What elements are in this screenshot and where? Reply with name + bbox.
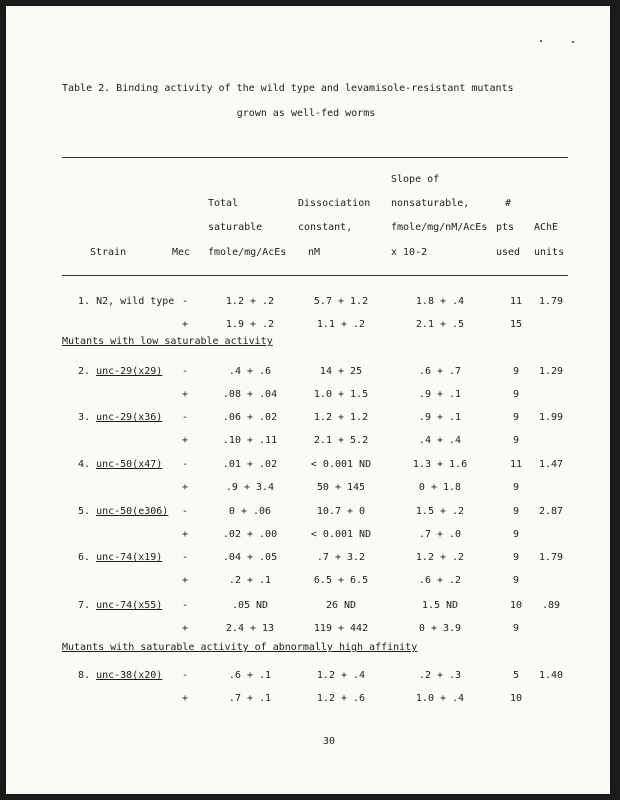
cell-total-saturable: 1.9 + .2 xyxy=(225,319,275,330)
cell-total-saturable: 1.2 + .2 xyxy=(225,296,275,307)
cell-total-saturable: .9 + 3.4 xyxy=(225,482,275,493)
table-subtitle: grown as well-fed worms xyxy=(236,108,376,119)
cell-slope: .6 + .7 xyxy=(418,366,462,377)
strain-name: unc-74(x55) xyxy=(96,600,163,611)
cell-slope: .9 + .1 xyxy=(418,389,462,400)
cell-dissociation: 1.2 + .4 xyxy=(316,670,366,681)
cell-strain: 8. unc-38(x20) xyxy=(78,670,163,681)
top-rule xyxy=(62,157,568,158)
cell-slope: 2.1 + .5 xyxy=(415,319,465,330)
cell-ache: 2.87 xyxy=(538,506,564,517)
cell-pts-used: 9 xyxy=(512,552,520,563)
cell-pts-used: 5 xyxy=(512,670,520,681)
cell-pts-used: 11 xyxy=(509,296,523,307)
header-slope-4: x 10-2 xyxy=(391,247,428,258)
cell-mec: + xyxy=(182,529,189,540)
cell-total-saturable: .2 + .1 xyxy=(228,575,272,586)
document-page xyxy=(6,6,610,794)
cell-pts-used: 9 xyxy=(512,435,520,446)
cell-slope: 1.0 + .4 xyxy=(415,693,465,704)
cell-dissociation: 10.7 + 0 xyxy=(316,506,366,517)
cell-slope: .7 + .0 xyxy=(418,529,462,540)
cell-strain: 4. unc-50(x47) xyxy=(78,459,163,470)
cell-total-saturable: .6 + .1 xyxy=(228,670,272,681)
cell-slope: .2 + .3 xyxy=(418,670,462,681)
strain-name: unc-50(e306) xyxy=(96,506,169,517)
cell-slope: 0 + 3.9 xyxy=(418,623,462,634)
cell-dissociation: 1.0 + 1.5 xyxy=(313,389,369,400)
cell-pts-used: 9 xyxy=(512,366,520,377)
cell-mec: + xyxy=(182,319,189,330)
header-dissoc-1: Dissociation xyxy=(298,198,371,209)
cell-slope: 1.5 ND xyxy=(421,600,459,611)
cell-ache: 1.40 xyxy=(538,670,564,681)
cell-mec: + xyxy=(182,482,189,493)
cell-strain: 2. unc-29(x29) xyxy=(78,366,163,377)
cell-slope: 1.3 + 1.6 xyxy=(412,459,468,470)
cell-mec: + xyxy=(182,623,189,634)
cell-slope: 1.2 + .2 xyxy=(415,552,465,563)
cell-total-saturable: .04 + .05 xyxy=(222,552,278,563)
cell-mec: - xyxy=(182,506,189,517)
table-title: Table 2. Binding activity of the wild type and levamisole-resistant mutants xyxy=(62,83,514,94)
cell-pts-used: 10 xyxy=(509,693,523,704)
cell-total-saturable: .02 + .00 xyxy=(222,529,278,540)
cell-mec: + xyxy=(182,435,189,446)
cell-dissociation: 1.2 + 1.2 xyxy=(313,412,369,423)
cell-dissociation: 1.1 + .2 xyxy=(316,319,366,330)
speck xyxy=(572,41,574,43)
cell-dissociation: < 0.001 ND xyxy=(310,459,372,470)
header-total-3: fmole/mg/AcEs xyxy=(208,247,287,258)
cell-slope: 0 + 1.8 xyxy=(418,482,462,493)
cell-slope: 1.5 + .2 xyxy=(415,506,465,517)
cell-mec: + xyxy=(182,389,189,400)
cell-pts-used: 11 xyxy=(509,459,523,470)
header-pts-1: # xyxy=(505,198,512,209)
header-ache-1: AChE xyxy=(534,222,559,233)
cell-strain: 7. unc-74(x55) xyxy=(78,600,163,611)
cell-pts-used: 9 xyxy=(512,623,520,634)
cell-pts-used: 9 xyxy=(512,412,520,423)
speck xyxy=(540,40,542,42)
cell-slope: .4 + .4 xyxy=(418,435,462,446)
cell-mec: - xyxy=(182,600,189,611)
cell-strain: 5. unc-50(e306) xyxy=(78,506,169,517)
page-number: 30 xyxy=(322,736,336,747)
section-heading-high: Mutants with saturable activity of abnormally high affinity xyxy=(62,642,418,653)
strain-name: unc-38(x20) xyxy=(96,670,163,681)
cell-mec: + xyxy=(182,693,189,704)
cell-mec: - xyxy=(182,552,189,563)
cell-pts-used: 10 xyxy=(509,600,523,611)
cell-strain: 3. unc-29(x36) xyxy=(78,412,163,423)
cell-total-saturable: .05 ND xyxy=(231,600,269,611)
section-heading-low: Mutants with low saturable activity xyxy=(62,336,273,347)
header-rule xyxy=(62,275,568,276)
cell-pts-used: 9 xyxy=(512,506,520,517)
strain-name: unc-74(x19) xyxy=(96,552,163,563)
cell-total-saturable: .08 + .04 xyxy=(222,389,278,400)
cell-dissociation: 119 + 442 xyxy=(313,623,369,634)
cell-pts-used: 15 xyxy=(509,319,523,330)
cell-mec: - xyxy=(182,459,189,470)
cell-slope: 1.8 + .4 xyxy=(415,296,465,307)
header-total-2: saturable xyxy=(208,222,263,233)
strain-name: N2, wild type xyxy=(96,296,175,307)
cell-dissociation: 26 ND xyxy=(325,600,357,611)
header-total-1: Total xyxy=(208,198,239,209)
cell-total-saturable: .7 + .1 xyxy=(228,693,272,704)
cell-dissociation: 14 + 25 xyxy=(319,366,363,377)
cell-ache: 1.29 xyxy=(538,366,564,377)
cell-total-saturable: .06 + .02 xyxy=(222,412,278,423)
cell-total-saturable: 2.4 + 13 xyxy=(225,623,275,634)
header-slope-1: Slope of xyxy=(391,174,440,185)
header-ache-2: units xyxy=(534,247,565,258)
cell-dissociation: 1.2 + .6 xyxy=(316,693,366,704)
cell-dissociation: < 0.001 ND xyxy=(310,529,372,540)
cell-mec: - xyxy=(182,366,189,377)
cell-ache: 1.79 xyxy=(538,552,564,563)
header-mec: Mec xyxy=(172,247,191,258)
cell-total-saturable: .01 + .02 xyxy=(222,459,278,470)
header-pts-3: used xyxy=(496,247,521,258)
strain-name: unc-50(x47) xyxy=(96,459,163,470)
cell-dissociation: 50 + 145 xyxy=(316,482,366,493)
cell-ache: 1.47 xyxy=(538,459,564,470)
cell-strain: 1. N2, wild type xyxy=(78,296,175,307)
cell-mec: - xyxy=(182,296,189,307)
cell-pts-used: 9 xyxy=(512,389,520,400)
cell-ache: 1.79 xyxy=(538,296,564,307)
cell-total-saturable: 0 + .06 xyxy=(228,506,272,517)
header-slope-3: fmole/mg/nM/AcEs xyxy=(391,222,488,233)
header-pts-2: pts xyxy=(496,222,515,233)
header-dissoc-3: nM xyxy=(308,247,321,258)
cell-ache: .89 xyxy=(541,600,561,611)
cell-mec: - xyxy=(182,412,189,423)
header-strain: Strain xyxy=(90,247,127,258)
cell-pts-used: 9 xyxy=(512,529,520,540)
cell-pts-used: 9 xyxy=(512,482,520,493)
header-dissoc-2: constant, xyxy=(298,222,353,233)
cell-total-saturable: .4 + .6 xyxy=(228,366,272,377)
cell-pts-used: 9 xyxy=(512,575,520,586)
cell-strain: 6. unc-74(x19) xyxy=(78,552,163,563)
header-slope-2: nonsaturable, xyxy=(391,198,470,209)
cell-dissociation: .7 + 3.2 xyxy=(316,552,366,563)
cell-dissociation: 2.1 + 5.2 xyxy=(313,435,369,446)
cell-ache: 1.99 xyxy=(538,412,564,423)
cell-total-saturable: .10 + .11 xyxy=(222,435,278,446)
cell-dissociation: 6.5 + 6.5 xyxy=(313,575,369,586)
strain-name: unc-29(x36) xyxy=(96,412,163,423)
strain-name: unc-29(x29) xyxy=(96,366,163,377)
cell-slope: .6 + .2 xyxy=(418,575,462,586)
cell-mec: + xyxy=(182,575,189,586)
cell-dissociation: 5.7 + 1.2 xyxy=(313,296,369,307)
cell-slope: .9 + .1 xyxy=(418,412,462,423)
cell-mec: - xyxy=(182,670,189,681)
